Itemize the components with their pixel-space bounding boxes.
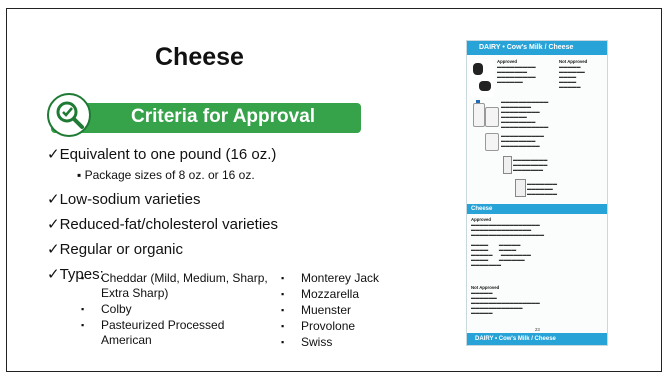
type-item: ▪ Monterey Jack <box>279 271 409 286</box>
types-column-left <box>79 271 269 349</box>
bullet-types: ✓Types: <box>47 266 104 283</box>
doc-not-approved-heading: Not Approved <box>559 59 588 64</box>
magnifier-check-icon <box>47 93 91 137</box>
doc-approved-heading: Approved <box>497 59 518 64</box>
type-item: ▪ Colby <box>79 302 269 317</box>
milk-jug-image <box>473 103 485 127</box>
bullet-regular-organic: ✓Regular or organic <box>47 241 183 258</box>
types-column-right <box>279 271 409 351</box>
doc-page-number: 23 <box>535 327 540 332</box>
milk-carton-image <box>503 156 512 174</box>
type-item: ▪ Pasteurized Processed American <box>79 318 269 348</box>
bullet-reduced-fat: ✓Reduced-fat/cholesterol varieties <box>47 216 279 233</box>
criteria-label: Criteria for Approval <box>131 106 316 127</box>
type-item: ▪ Swiss <box>279 335 409 350</box>
doc-cheese-approved: Approved ▬▬▬▬▬▬▬▬▬▬▬▬▬▬▬▬ ▬▬▬▬▬▬▬▬▬▬▬▬▬▬ ▬▬▬▬▬▬▬▬▬▬▬▬▬▬▬▬▬ ▬▬▬▬ ▬▬▬▬▬ ▬▬▬▬ ▬▬▬▬ ▬▬▬▬▬ ▬▬▬▬▬▬▬ ▬▬▬▬ ▬▬▬▬▬▬ ▬▬▬▬▬▬▬ <box>471 217 545 267</box>
criteria-banner <box>51 103 361 133</box>
cow-image <box>469 59 495 97</box>
slide-title: Cheese <box>155 43 244 71</box>
doc-cheese-not-approved: Not Approved ▬▬▬▬▬ ▬▬▬▬▬▬ ▬▬▬▬▬▬▬▬▬▬▬▬▬▬▬▬ ▬▬▬▬▬▬▬▬▬▬▬▬ ▬▬▬▬▬ <box>471 285 540 315</box>
bullet-low-sodium: ✓Low-sodium varieties <box>47 191 201 208</box>
slide <box>6 8 662 372</box>
doc-approved-block: Approved ▬▬▬▬▬▬▬▬▬ ▬▬▬▬▬▬▬ ▬▬▬▬▬▬▬▬▬ ▬▬▬▬▬▬ <box>497 59 536 84</box>
food-guide-page-image: DAIRY • Cow's Milk / Cheese Approved ▬▬▬▬▬▬▬▬▬ ▬▬▬▬▬▬▬ ▬▬▬▬▬▬▬▬▬ ▬▬▬▬▬▬ Not Approved ▬▬▬▬▬ ▬▬▬▬▬▬ ▬▬▬▬ ▬▬▬▬ ▬▬▬▬▬ ▬▬▬▬▬▬▬▬▬▬▬ ▬▬▬▬▬▬▬ ▬▬▬▬▬▬▬▬▬ ▬▬▬▬▬▬ ▬▬▬▬▬▬▬▬ ▬▬▬▬▬▬▬▬▬▬▬ ▬▬▬▬▬▬▬▬▬▬ ▬▬▬▬▬▬▬▬ ▬▬▬▬▬▬▬▬▬ ▬▬▬▬▬▬▬▬ ▬▬▬▬▬▬▬▬ ▬▬▬▬▬▬▬ ▬▬▬▬▬▬▬ ▬▬▬▬▬▬ ▬▬▬▬▬▬▬ Cheese Approved ▬▬▬▬▬▬▬▬▬▬▬▬▬▬▬▬ ▬▬▬▬▬▬▬▬▬▬▬▬▬▬ ▬▬▬▬▬▬▬▬▬▬▬▬▬▬▬▬▬ ▬▬▬▬ ▬▬▬▬▬ ▬▬▬▬ ▬▬▬▬ ▬▬▬▬▬ ▬▬▬▬▬▬▬ ▬▬▬▬ ▬▬▬▬▬▬ ▬▬▬▬▬▬▬ Not Approved ▬▬▬▬▬ ▬▬▬▬▬▬ ▬▬▬▬▬▬▬▬▬▬▬▬▬▬▬▬ ▬▬▬▬▬▬▬▬▬▬▬▬ ▬▬▬▬▬ 23 DAIRY • Cow's Milk / Cheese <box>466 40 608 346</box>
doc-footer: DAIRY • Cow's Milk / Cheese <box>467 333 607 345</box>
doc-cheese-band: Cheese <box>467 204 607 214</box>
type-item: ▪ Muenster <box>279 303 409 318</box>
type-item: ▪ Cheddar (Mild, Medium, Sharp, Extra Sharp) <box>79 271 269 301</box>
bullet-package-sizes: ▪ Package sizes of 8 oz. or 16 oz. <box>77 168 255 182</box>
type-item: ▪ Mozzarella <box>279 287 409 302</box>
type-item: ▪ Provolone <box>279 319 409 334</box>
doc-not-approved-block: Not Approved ▬▬▬▬▬ ▬▬▬▬▬▬ ▬▬▬▬ ▬▬▬▬ ▬▬▬▬▬ <box>559 59 588 89</box>
criteria-list <box>47 145 407 287</box>
bullet-weight: ✓Equivalent to one pound (16 oz.) <box>47 146 277 163</box>
doc-header: DAIRY • Cow's Milk / Cheese <box>467 41 607 55</box>
